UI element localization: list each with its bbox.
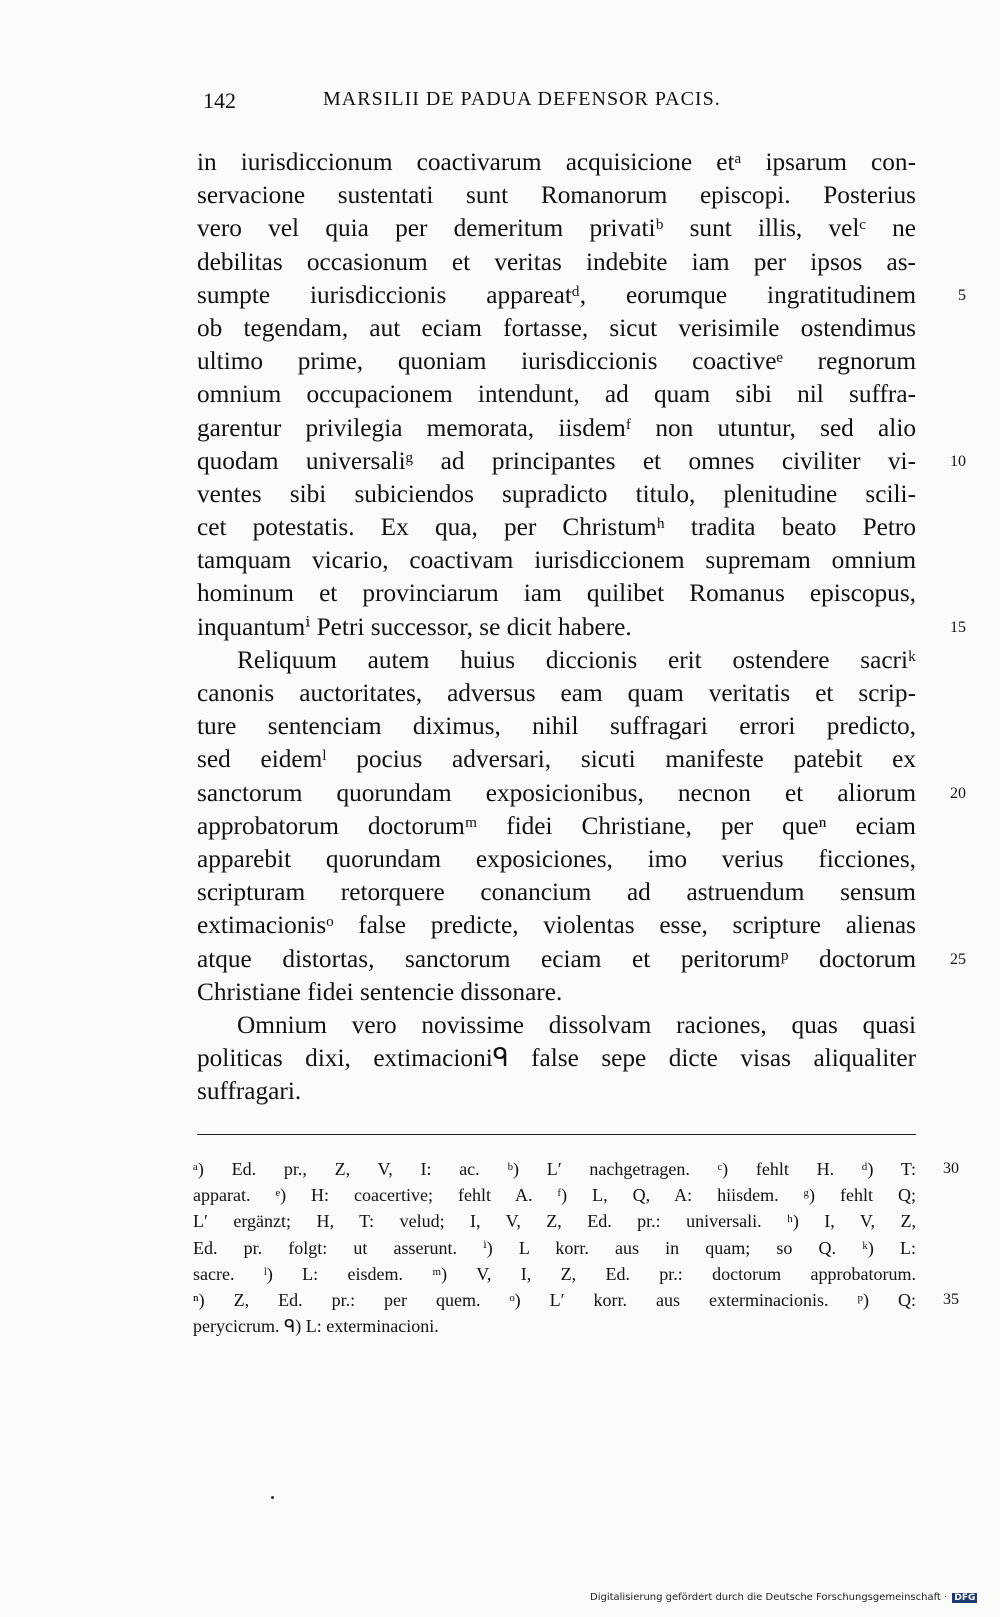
body-line-text: ob tegendam, aut eciam fortasse, sicut verisimile ostendimus	[197, 313, 916, 342]
body-line	[197, 577, 916, 610]
footnotes	[193, 1156, 959, 1339]
body-line-text: tamquam vicario, coactivam iurisdiccionem supremam omnium	[197, 546, 916, 575]
body-line	[197, 279, 966, 312]
body-line-text: Christiane fidei sentencie dissonare.	[197, 977, 563, 1006]
body-line	[197, 611, 966, 644]
body-line	[197, 943, 966, 976]
body-line	[197, 146, 916, 179]
body-line	[197, 777, 966, 810]
footnote-line	[193, 1287, 959, 1313]
body-line-text: hominum et provinciarum iam quilibet Romanus episcopus,	[197, 579, 916, 608]
body-line-text: scripturam retorquere conancium ad astruendum sensum	[197, 878, 916, 907]
body-line-text: omnium occupacionem intendunt, ad quam sibi nil suffra-	[197, 380, 916, 409]
digitization-credit: Digitalisierung gefördert durch die Deutsche Forschungsgemeinschaft · DFG	[590, 1592, 976, 1603]
footnote-line-text: L′ ergänzt; H, T: velud; I, V, Z, Ed. pr.: universali. ʰ) I, V, Z,	[193, 1211, 916, 1232]
body-line-text: apparebit quorundam exposiciones, imo verius ficciones,	[197, 844, 916, 873]
body-line	[197, 179, 916, 212]
running-title: MARSILII DE PADUA DEFENSOR PACIS.	[323, 88, 721, 110]
body-line	[197, 1075, 916, 1108]
body-line-text: sumpte iurisdiccionis appareatᵈ, eorumque ingratitudinem	[197, 280, 916, 309]
body-line	[197, 644, 916, 677]
body-line-text: in iurisdiccionum coactivarum acquisicione etᵃ ipsarum con-	[197, 148, 916, 176]
footnote-line	[193, 1261, 916, 1287]
body-line-text: Omnium vero novissime dissolvam raciones, quas quasi	[237, 1010, 916, 1039]
body-line	[197, 312, 916, 345]
credit-text: Digitalisierung gefördert durch die Deutsche Forschungsgemeinschaft	[590, 1592, 941, 1603]
body-line	[197, 810, 916, 843]
footnote-rule	[197, 1134, 916, 1135]
footnote-line-text: apparat. ᵉ) H: coacertive; fehlt A. ᶠ) L, Q, A: hiisdem. ᵍ) fehlt Q;	[193, 1185, 916, 1206]
body-line	[197, 976, 916, 1009]
footnote-line-text: sacre. ˡ) L: eisdem. ᵐ) V, I, Z, Ed. pr.: doctorum approbatorum.	[193, 1263, 916, 1284]
body-line-text: sanctorum quorundam exposicionibus, necnon et aliorum	[197, 778, 916, 807]
body-line-text: approbatorum doctorumᵐ fidei Christiane, per queⁿ eciam	[197, 811, 916, 840]
footnote-line-text: perycicrum. ᑫ) L: exterminacioni.	[193, 1316, 439, 1337]
footnote-line	[193, 1235, 916, 1261]
body-line	[197, 378, 916, 411]
body-line-text: quodam universaliᵍ ad principantes et omnes civiliter vi-	[197, 446, 916, 475]
footnote-line	[193, 1156, 959, 1182]
dfg-logo-icon: DFG	[954, 1593, 976, 1603]
body-line-text: suffragari.	[197, 1077, 302, 1106]
body-line	[197, 412, 916, 445]
body-line-text: politicas dixi, extimacioniᑫ false sepe dicte visas aliqualiter	[197, 1044, 916, 1073]
line-number: 35	[943, 1290, 959, 1308]
body-line-text: ture sentenciam diximus, nihil suffragari errori predicto,	[197, 712, 916, 741]
body-line	[197, 445, 966, 478]
body-line-text: garentur privilegia memorata, iisdemᶠ non utuntur, sed alio	[197, 413, 916, 442]
body-line-text: ventes sibi subiciendos supradicto titulo, plenitudine scili-	[197, 479, 916, 508]
body-line-text: atque distortas, sanctorum eciam et peritorumᵖ doctorum	[197, 944, 916, 973]
body-line-text: Reliquum autem huius diccionis erit ostendere sacriᵏ	[237, 645, 916, 674]
body-line-text: sed eidemˡ pocius adversari, sicuti manifeste patebit ex	[197, 745, 916, 774]
line-number: 20	[950, 784, 966, 802]
body-line	[197, 511, 916, 544]
footnote-line-text: ᵃ) Ed. pr., Z, V, I: ac. ᵇ) L′ nachgetragen. ᶜ) fehlt H. ᵈ) T:	[193, 1159, 916, 1179]
footnote-line-text: Ed. pr. folgt: ut asserunt. ⁱ) L korr. aus in quam; so Q. ᵏ) L:	[193, 1237, 916, 1258]
body-line-text: debilitas occasionum et veritas indebite iam per ipsos as-	[197, 247, 916, 276]
body-line-text: servacione sustentati sunt Romanorum episcopi. Posterius	[197, 181, 916, 210]
body-line	[197, 743, 916, 776]
body-line	[197, 677, 916, 710]
body-line	[197, 345, 916, 378]
body-line	[197, 246, 916, 279]
body-line	[197, 1009, 916, 1042]
body-line-text: ultimo prime, quoniam iurisdiccionis coactiveᵉ regnorum	[197, 347, 916, 376]
body-line-text: canonis auctoritates, adversus eam quam veritatis et scrip-	[197, 679, 916, 707]
line-number: 5	[958, 286, 966, 304]
body-line	[197, 843, 916, 876]
body-line	[197, 478, 916, 511]
footnote-line	[193, 1208, 916, 1234]
footnote-line-text: ⁿ) Z, Ed. pr.: per quem. ᵒ) L′ korr. aus exterminacionis. ᵖ) Q:	[193, 1289, 916, 1310]
body-line-text: vero vel quia per demeritum privatiᵇ sunt illis, velᶜ ne	[197, 214, 916, 243]
body-line	[197, 212, 916, 245]
body-line	[197, 876, 916, 909]
body-line	[197, 909, 916, 942]
main-text	[197, 146, 966, 1108]
body-line-text: inquantumⁱ Petri successor, se dicit habere.	[197, 612, 632, 641]
line-number: 10	[950, 452, 966, 470]
line-number: 15	[950, 618, 966, 636]
body-line-text: extimacionisᵒ false predicte, violentas esse, scripture alienas	[197, 911, 916, 940]
footnote-line	[193, 1313, 916, 1339]
body-line	[197, 544, 916, 577]
line-number: 25	[950, 950, 966, 968]
body-line-text: cet potestatis. Ex qua, per Christumʰ tradita beato Petro	[197, 513, 916, 542]
line-number: 30	[943, 1160, 959, 1177]
page-number: 142	[203, 88, 236, 113]
body-line	[197, 710, 916, 743]
page-header	[203, 84, 916, 124]
footnote-line	[193, 1182, 916, 1208]
speck-mark	[271, 1496, 274, 1499]
body-line	[197, 1042, 916, 1075]
